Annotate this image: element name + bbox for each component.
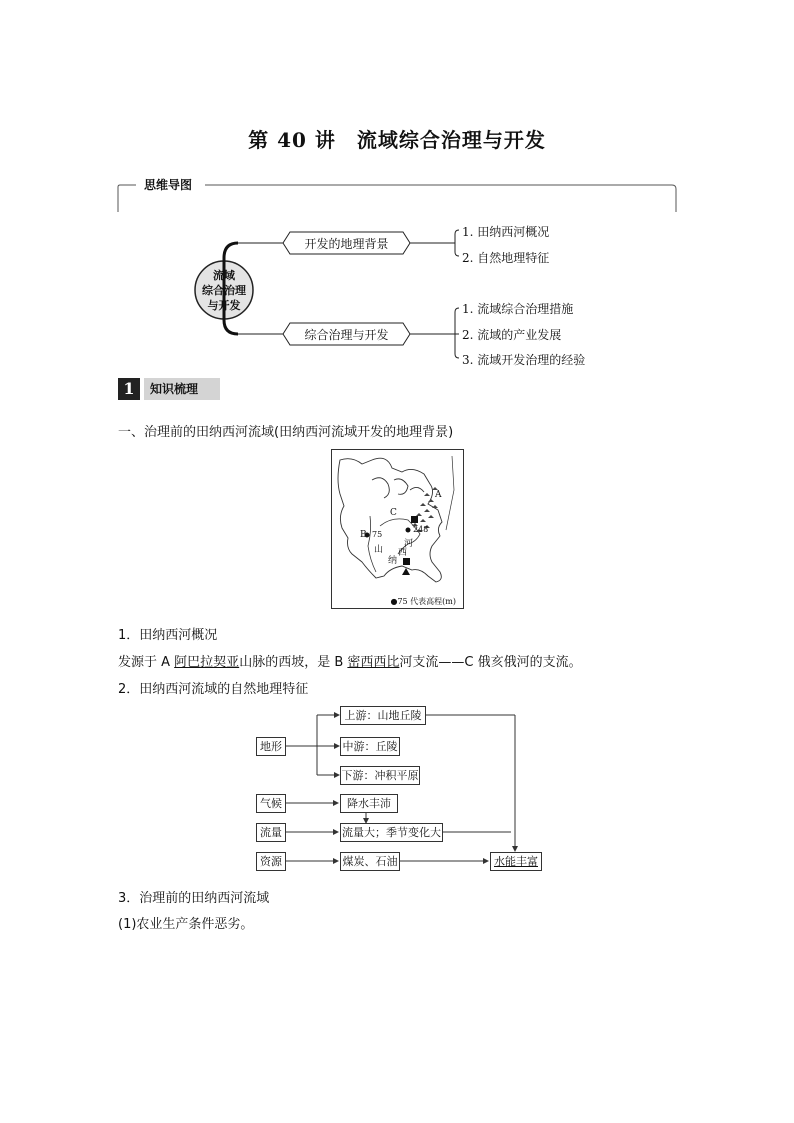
center-line-2: 综合治理 xyxy=(202,284,246,297)
label-b: B xyxy=(360,530,367,540)
flow-middle: 中游：丘陵 xyxy=(340,737,400,756)
label-c: C xyxy=(390,508,397,518)
item1-text-3: 河支流——C 俄亥俄河的支流。 xyxy=(399,655,582,670)
mindmap-label: 思维导图 xyxy=(140,176,196,193)
branch2-item-2: 2. 流域的产业发展 xyxy=(462,328,562,342)
map-legend: ●75 代表高程(m) xyxy=(390,597,456,606)
branch2-item-1: 1. 流域综合治理措施 xyxy=(462,302,574,316)
flow-upper: 上游：山地丘陵 xyxy=(340,706,426,725)
item1-heading: 1．田纳西河概况 xyxy=(118,628,218,643)
label-elev-75: 75 xyxy=(372,530,383,539)
branch2-item-3: 3. 流域开发治理的经验 xyxy=(462,353,586,367)
label-shan: 山 xyxy=(374,545,384,555)
branch-governance: 综合治理与开发 xyxy=(304,328,389,342)
flow-flow-desc: 流量大；季节变化大 xyxy=(340,823,443,842)
flow-resource: 资源 xyxy=(256,852,286,871)
flow-hydro xyxy=(490,852,542,871)
item2-heading: 2．田纳西河流域的自然地理特征 xyxy=(118,682,309,697)
section-label: 知识梳理 xyxy=(144,378,220,400)
label-xi: 西 xyxy=(398,548,408,558)
item3-heading: 3．治理前的田纳西河流域 xyxy=(118,891,270,906)
item1-text-2: 山脉的西坡，是 B xyxy=(239,655,348,670)
label-na: 纳 xyxy=(388,556,398,566)
flow-flow: 流量 xyxy=(256,823,286,842)
answer-appalachian: 阿巴拉契亚 xyxy=(174,655,240,670)
label-a: A xyxy=(435,490,442,500)
flow-lower: 下游：冲积平原 xyxy=(340,766,420,785)
branch1-item-2: 2. 自然地理特征 xyxy=(462,251,550,265)
answer-mississippi: 密西西比 xyxy=(347,655,400,670)
center-line-3: 与开发 xyxy=(207,299,241,312)
branch-background: 开发的地理背景 xyxy=(304,237,389,251)
heading-1: 一、治理前的田纳西河流域(田纳西河流域开发的地理背景) xyxy=(118,425,454,440)
flow-rain: 降水丰沛 xyxy=(340,794,398,813)
item1-text-1: 发源于 A xyxy=(118,655,175,670)
section-number: 1 xyxy=(118,378,140,400)
label-elev-248: 248 xyxy=(413,525,429,534)
flow-terrain: 地形 xyxy=(256,737,286,756)
flow-coal: 煤炭、石油 xyxy=(340,852,400,871)
item3-paragraph-1: (1)农业生产条件恶劣。 xyxy=(118,917,254,932)
flow-hydro-text: 水能丰富 xyxy=(494,855,538,868)
label-he: 河 xyxy=(404,539,414,549)
branch1-item-1: 1. 田纳西河概况 xyxy=(462,225,550,239)
page-title: 第 40 讲 流域综合治理与开发 xyxy=(248,128,546,152)
center-line-1: 流域 xyxy=(213,269,235,282)
flow-climate: 气候 xyxy=(256,794,286,813)
